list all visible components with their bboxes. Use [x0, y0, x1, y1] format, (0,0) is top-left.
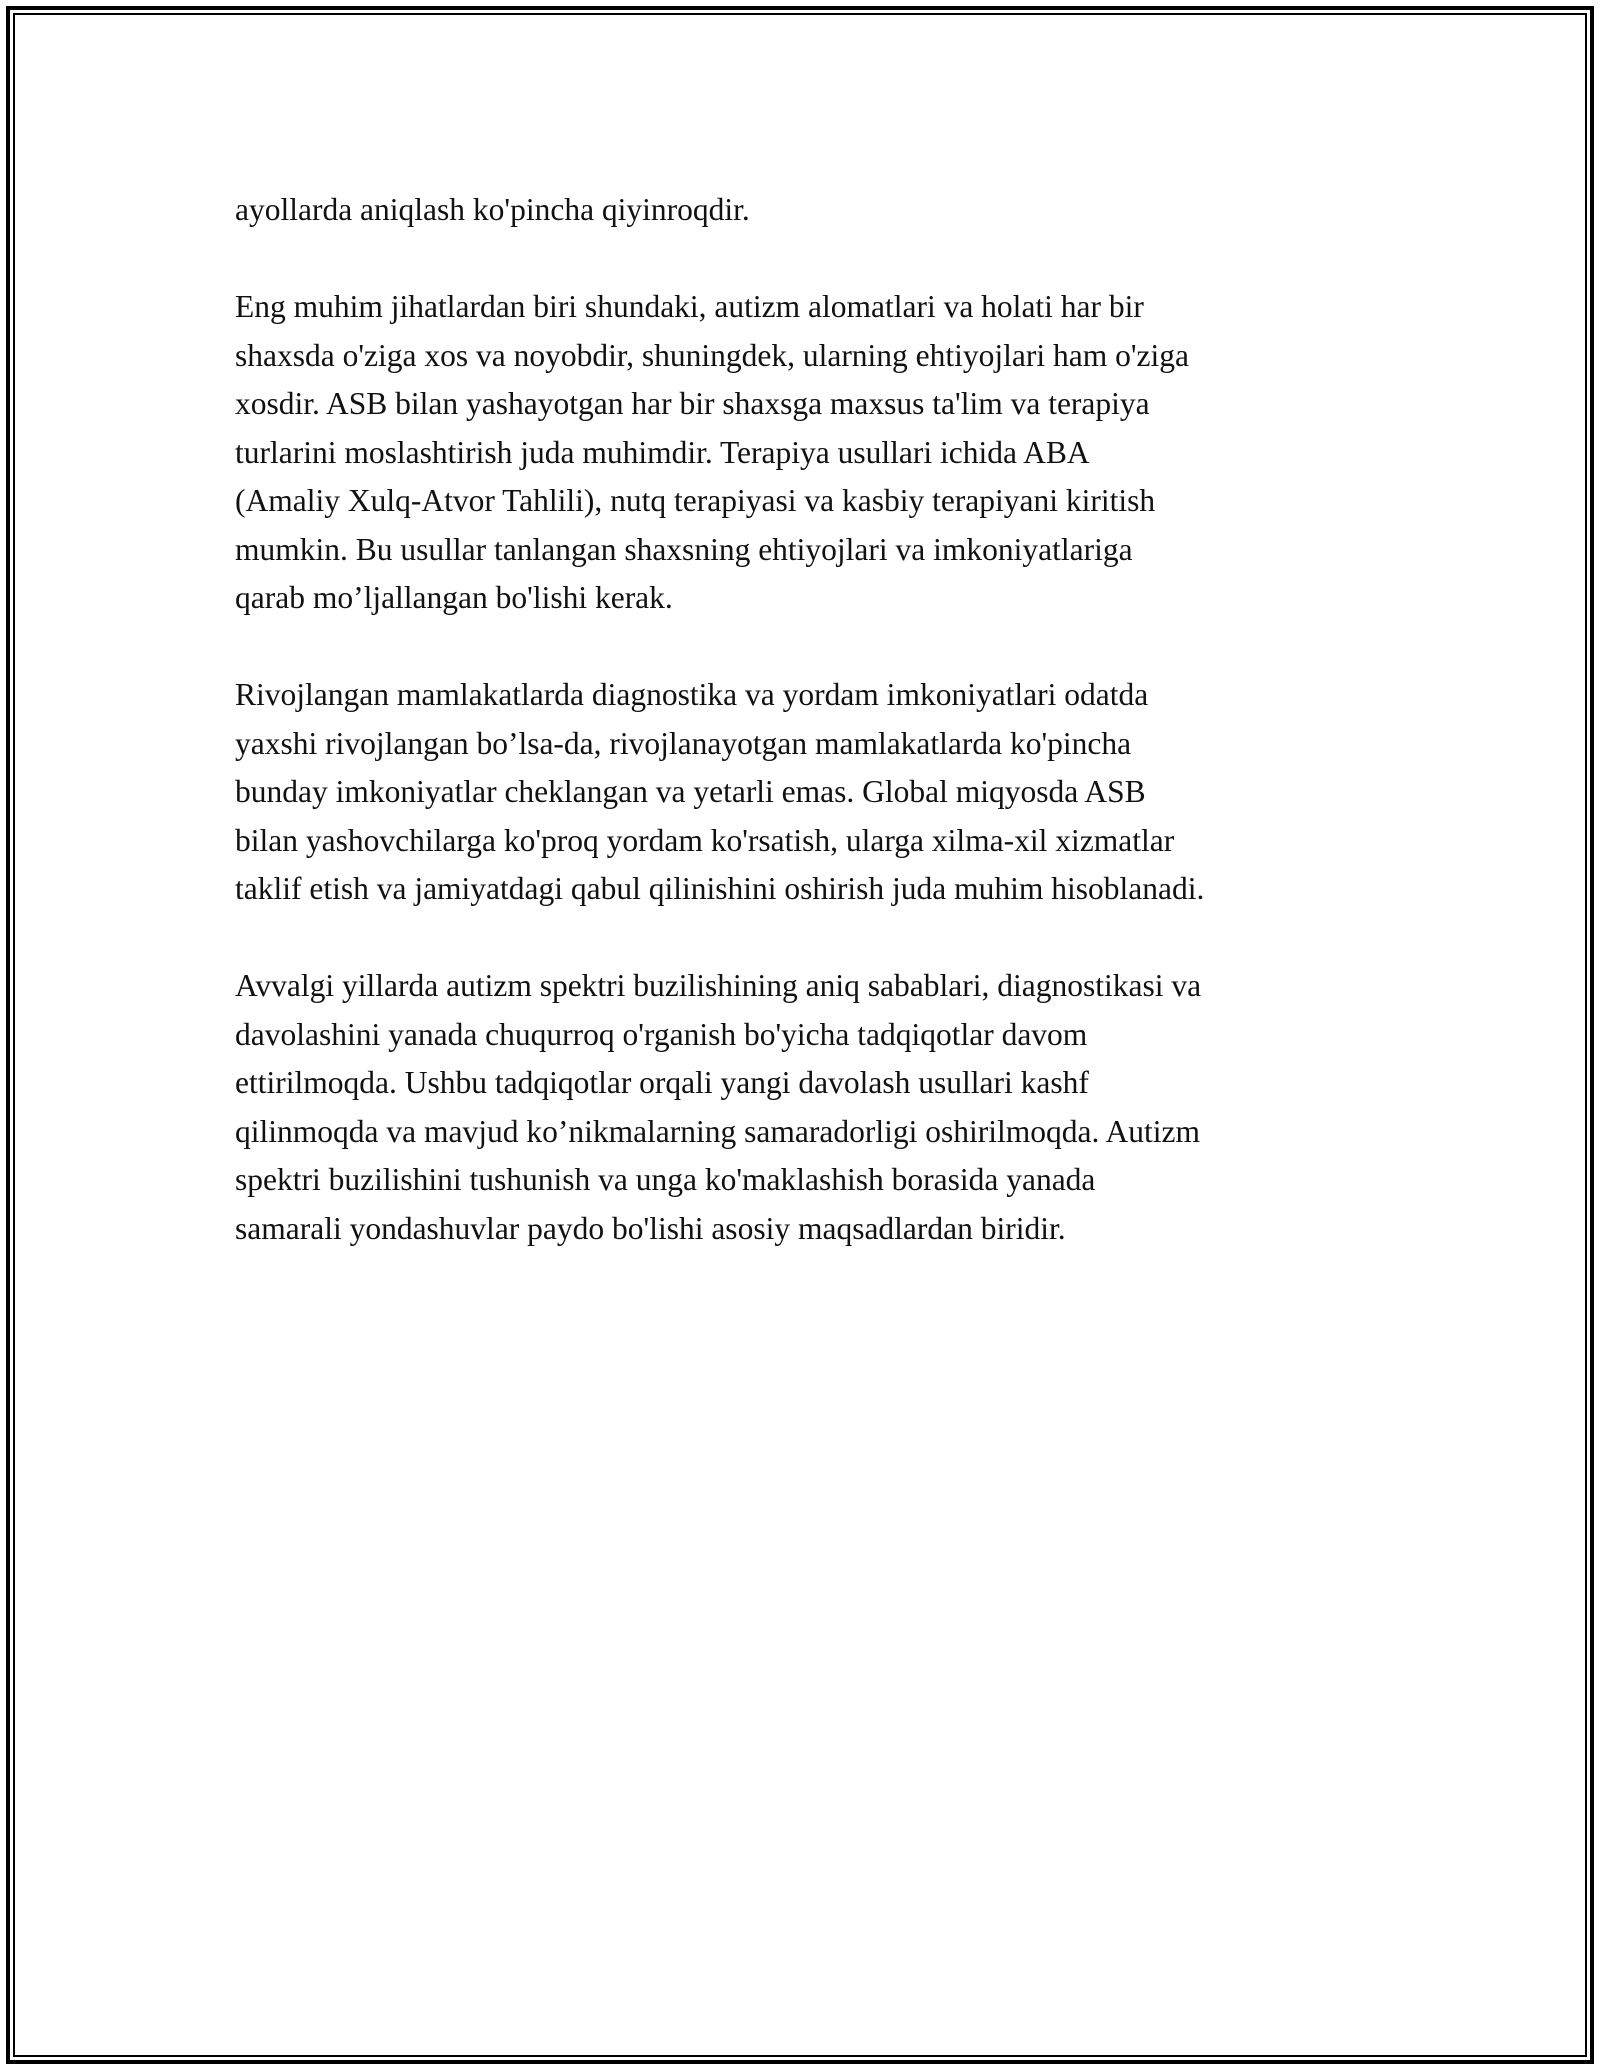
document-body: [235, 186, 1375, 1302]
text-line: bilan yashovchilarga ko'proq yordam ko'rsatish, ularga xilma-xil xizmatlar: [235, 822, 1175, 858]
text-line: yaxshi rivojlangan bo’lsa-da, rivojlanayotgan mamlakatlarda ko'pincha: [235, 725, 1132, 761]
text-line: Eng muhim jihatlardan biri shundaki, autizm alomatlari va holati har bir: [235, 289, 1144, 324]
text-line: ettirilmoqda. Ushbu tadqiqotlar orqali yangi davolash usullari kashf: [235, 1065, 1089, 1100]
paragraph-1: [235, 186, 1375, 235]
text-line: taklif etish va jamiyatdagi qabul qilinishini oshirish juda muhim hisoblanadi.: [235, 871, 1205, 906]
text-line: (Amaliy Xulq-Atvor Tahlili), nutq terapiyasi va kasbiy terapiyani kiritish: [235, 483, 1156, 518]
text-line: xosdir. ASB bilan yashayotgan har bir shaxsga maxsus ta'lim va terapiya: [235, 386, 1150, 421]
text-line: samarali yondashuvlar paydo bo'lishi asosiy maqsadlardan biridir.: [235, 1210, 1066, 1246]
text-line: spektri buzilishini tushunish va unga ko'maklashish borasida yanada: [235, 1162, 1096, 1197]
paragraph-2: [235, 283, 1375, 623]
text-line: Rivojlangan mamlakatlarda diagnostika va yordam imkoniyatlari odatda: [235, 677, 1149, 712]
text-line: ayollarda aniqlash ko'pincha qiyinroqdir.: [235, 192, 750, 227]
text-line: davolashini yanada chuqurroq o'rganish bo'yicha tadqiqotlar davom: [235, 1016, 1088, 1052]
paragraph-3: [235, 671, 1375, 914]
text-line: qilinmoqda va mavjud ko’nikmalarning samaradorligi oshirilmoqda. Autizm: [235, 1113, 1200, 1149]
text-line: mumkin. Bu usullar tanlangan shaxsning ehtiyojlari va imkoniyatlariga: [235, 531, 1133, 567]
text-line: bunday imkoniyatlar cheklangan va yetarli emas. Global miqyosda ASB: [235, 774, 1146, 809]
paragraph-4: [235, 962, 1375, 1253]
text-line: Avvalgi yillarda autizm spektri buzilishining aniq sabablari, diagnostikasi va: [235, 968, 1202, 1003]
text-line: shaxsda o'ziga xos va noyobdir, shuningdek, ularning ehtiyojlari ham o'ziga: [235, 337, 1190, 373]
text-line: qarab mo’ljallangan bo'lishi kerak.: [235, 580, 673, 615]
text-line: turlarini moslashtirish juda muhimdir. Terapiya usullari ichida ABA: [235, 434, 1090, 470]
